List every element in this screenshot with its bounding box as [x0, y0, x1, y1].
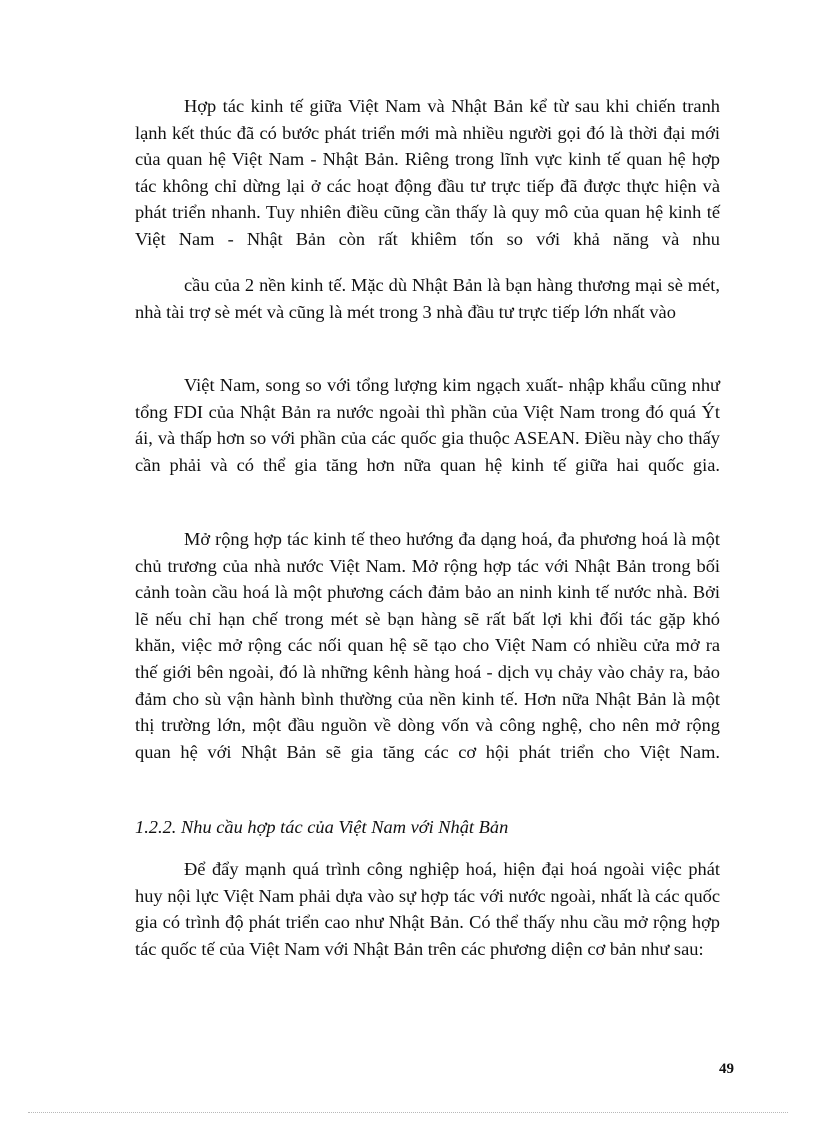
paragraph-5: Để đẩy mạnh quá trình công nghiệp hoá, hiện đại hoá ngoài việc phát huy nội lực Việt Nam phải dựa vào sự hợp tác với nước ngoài, nhất là các quốc gia có trình độ phát triển cao như Nhật Bản. Có thể thấy nhu cầu mở rộng hợp tác quốc tế của Việt Nam với Nhật Bản trên các phương diện cơ bản như sau:: [135, 859, 720, 959]
footer-divider: [28, 1112, 788, 1113]
paragraph-1: Hợp tác kinh tế giữa Việt Nam và Nhật Bản kể từ sau khi chiến tranh lạnh kết thúc đã có bước phát triển mới mà nhiều người gọi đó là thời đại mới của quan hệ Việt Nam - Nhật Bản. Riêng trong lĩnh vực kinh tế quan hệ hợp tác không chỉ dừng lại ở các hoạt động đầu tư trực tiếp đã được thực hiện và phát triển nhanh. Tuy nhiên điều cũng cần thấy là quy mô của quan hệ kinh tế Việt Nam - Nhật Bản còn rất khiêm tốn so với khả năng và nhu: [135, 96, 720, 249]
paragraph-2: cầu của 2 nền kinh tế. Mặc dù Nhật Bản là bạn hàng thương mại sè mét, nhà tài trợ sè mét và cũng là mét trong 3 nhà đầu tư trực tiếp lớn nhất vào: [135, 275, 720, 322]
paragraph-3: Việt Nam, song so với tổng lượng kim ngạch xuất- nhập khẩu cũng như tổng FDI của Nhật Bản ra nước ngoài thì phần của Việt Nam trong đó quá Ýt ái, và thấp hơn so với phần của các quốc gia thuộc ASEAN. Điều này cho thấy cần phải và có thể gia tăng hơn nữa quan hệ kinh tế giữa hai quốc gia.: [135, 375, 720, 475]
section-heading: 1.2.2. Nhu cầu hợp tác của Việt Nam với Nhật Bản: [135, 817, 509, 837]
page-number: 49: [719, 1061, 734, 1077]
paragraph-4: Mở rộng hợp tác kinh tế theo hướng đa dạng hoá, đa phương hoá là một chủ trương của nhà nước Việt Nam. Mở rộng hợp tác với Nhật Bản trong bối cảnh toàn cầu hoá là một phương cách đảm bảo an ninh kinh tế nước nhà. Bởi lẽ nếu chỉ hạn chế trong mét sè bạn hàng sẽ rất bất lợi khi đối tác gặp khó khăn, việc mở rộng các nối quan hệ sẽ tạo cho Việt Nam có nhiều cửa mở ra thế giới bên ngoài, đó là những kênh hàng hoá - dịch vụ chảy vào chảy ra, bảo đảm cho sù vận hành bình thường của nền kinh tế. Hơn nữa Nhật Bản là một thị trường lớn, một đầu nguồn về dòng vốn và công nghệ, cho nên mở rộng quan hệ với Nhật Bản sẽ gia tăng các cơ hội phát triển cho Việt Nam.: [135, 529, 720, 762]
